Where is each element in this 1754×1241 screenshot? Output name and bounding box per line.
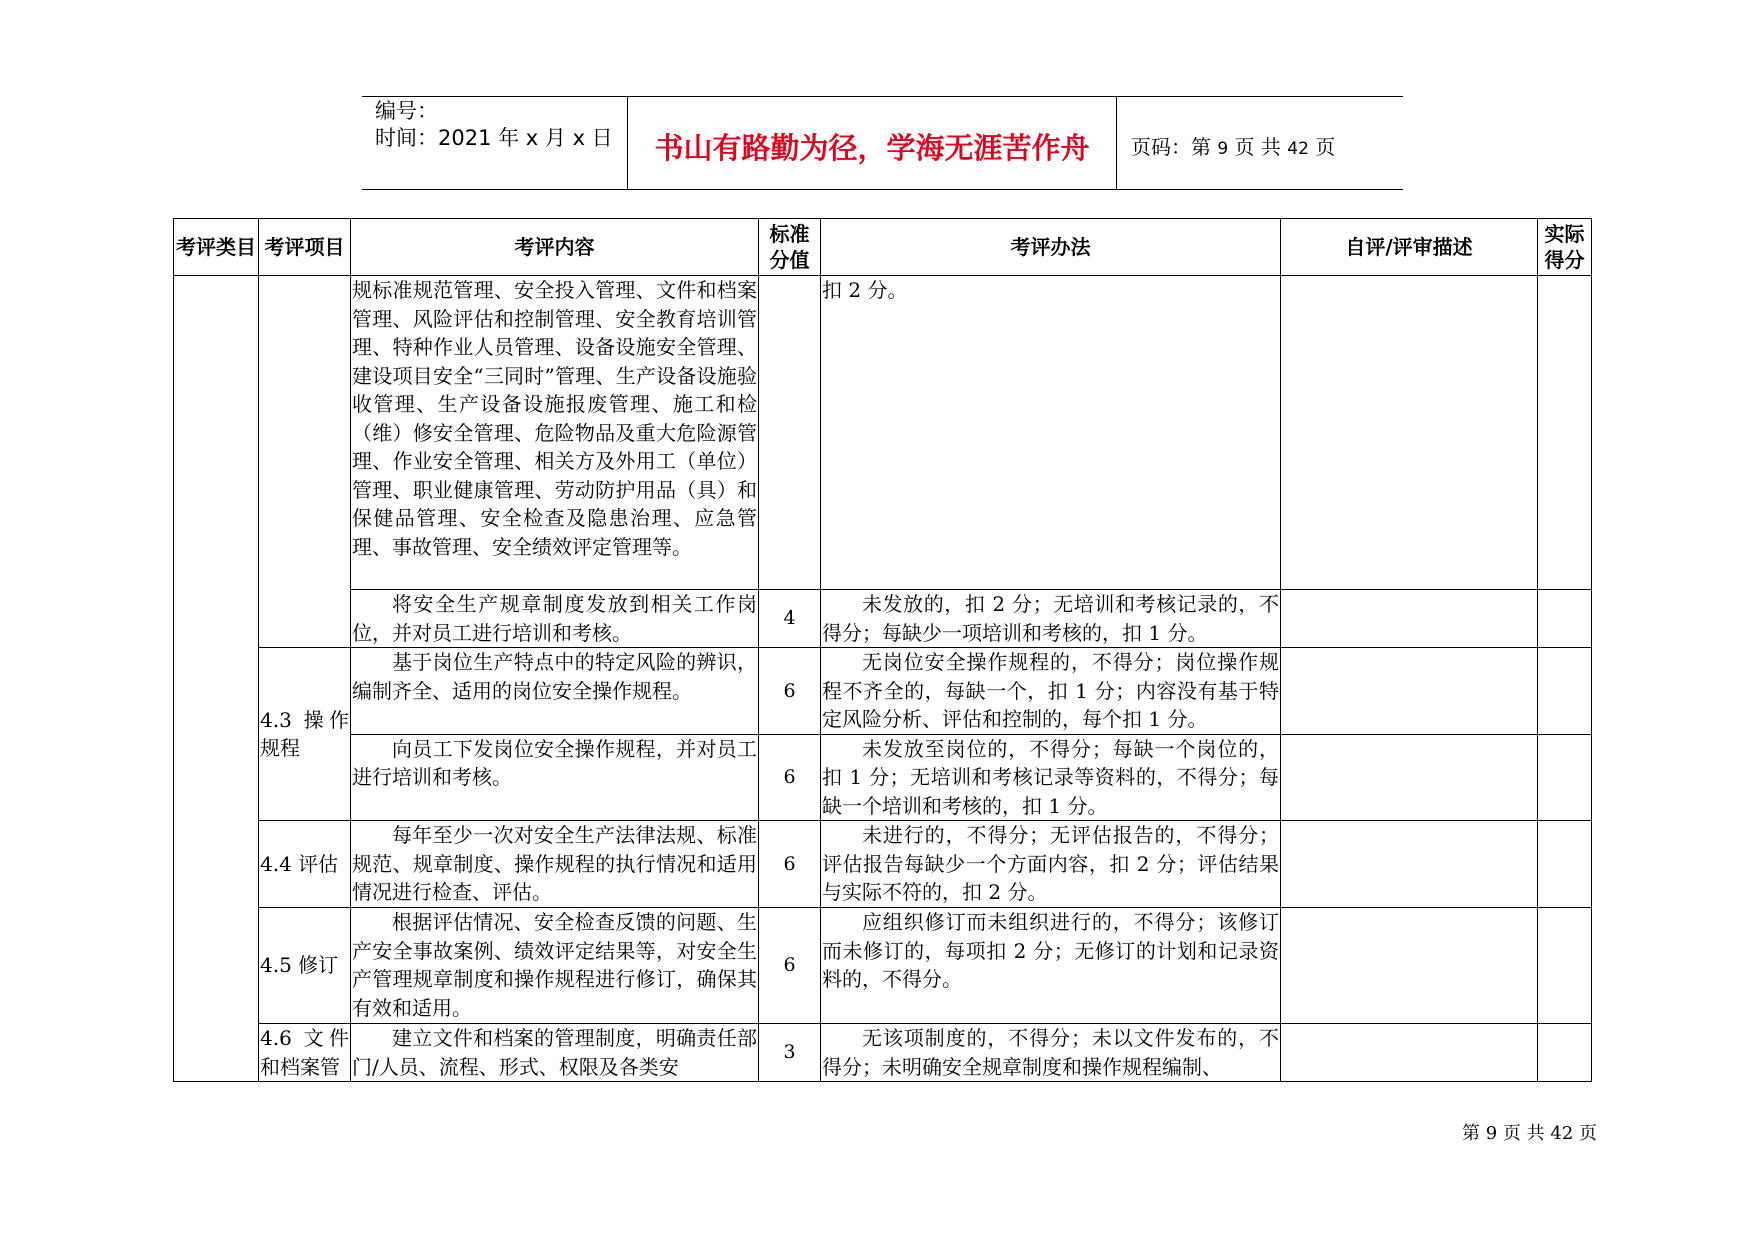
item-cell: 4.5 修订 xyxy=(259,908,351,1024)
header-page-suffix: 页 xyxy=(1315,135,1336,159)
content-cell: 向员工下发岗位安全操作规程，并对员工进行培训和考核。 xyxy=(351,734,759,821)
score-cell: 6 xyxy=(759,821,821,908)
review-cell[interactable] xyxy=(1281,590,1538,648)
header-method: 考评办法 xyxy=(821,219,1281,276)
table-row xyxy=(174,648,1592,735)
header-actual: 实际得分 xyxy=(1538,219,1592,276)
actual-score-cell[interactable] xyxy=(1538,734,1592,821)
actual-score-cell[interactable] xyxy=(1538,821,1592,908)
table-row xyxy=(174,908,1592,1024)
content-cell: 规标准规范管理、安全投入管理、文件和档案管理、风险评估和控制管理、安全教育培训管理、特种作业人员管理、设备设施安全管理、建设项目安全“三同时”管理、生产设备设施验收管理、生产设备设施报废管理、施工和检（维）修安全管理、危险物品及重大危险源管理、作业安全管理、相关方及外用工（单位）管理、职业健康管理、劳动防护用品（具）和保健品管理、安全检查及隐患治理、应急管理、事故管理、安全绩效评定管理等。 xyxy=(351,276,759,590)
table-row xyxy=(174,1024,1592,1082)
table-row xyxy=(174,821,1592,908)
content-cell: 将安全生产规章制度发放到相关工作岗位，并对员工进行培训和考核。 xyxy=(351,590,759,648)
header-score: 标准分值 xyxy=(759,219,821,276)
score-cell: 6 xyxy=(759,648,821,735)
score-cell: 3 xyxy=(759,1024,821,1082)
item-cell: 4.4 评估 xyxy=(259,821,351,908)
page-footer xyxy=(1462,1119,1597,1145)
header-top-rule xyxy=(362,96,1403,97)
method-cell: 扣 2 分。 xyxy=(821,276,1281,590)
actual-score-cell[interactable] xyxy=(1538,1024,1592,1082)
header-page-info xyxy=(1131,131,1335,160)
content-cell: 根据评估情况、安全检查反馈的问题、生产安全事故案例、绩效评定结果等，对安全生产管理规章制度和操作规程进行修订，确保其有效和适用。 xyxy=(351,908,759,1024)
review-cell[interactable] xyxy=(1281,1024,1538,1082)
header-page-mid: 页 共 xyxy=(1234,135,1281,159)
header-review: 自评/评审描述 xyxy=(1281,219,1538,276)
actual-score-cell[interactable] xyxy=(1538,276,1592,590)
review-cell[interactable] xyxy=(1281,908,1538,1024)
content-cell: 每年至少一次对安全生产法律法规、标准规范、规章制度、操作规程的执行情况和适用情况进行检查、评估。 xyxy=(351,821,759,908)
document-time-label: 时间：2021 年 x 月 x 日 xyxy=(375,126,613,150)
header-divider-right xyxy=(1116,96,1117,190)
table-row xyxy=(174,590,1592,648)
footer-mid: 页 共 xyxy=(1502,1123,1545,1144)
review-cell[interactable] xyxy=(1281,821,1538,908)
header-page-total: 42 xyxy=(1287,139,1309,159)
review-cell[interactable] xyxy=(1281,276,1538,590)
content-cell: 建立文件和档案的管理制度，明确责任部门/人员、流程、形式、权限及各类安 xyxy=(351,1024,759,1082)
method-cell: 无该项制度的，不得分；未以文件发布的，不得分；未明确安全规章制度和操作规程编制、 xyxy=(821,1024,1281,1082)
footer-page-current: 9 xyxy=(1485,1123,1498,1144)
header-category: 考评类目 xyxy=(174,219,259,276)
header-item: 考评项目 xyxy=(259,219,351,276)
assessment-table xyxy=(173,218,1592,1082)
header-bottom-rule xyxy=(362,189,1403,190)
header-page-prefix: 页码：第 xyxy=(1131,135,1211,159)
score-cell: 4 xyxy=(759,590,821,648)
method-cell: 未发放至岗位的，不得分；每缺一个岗位的，扣 1 分；无培训和考核记录等资料的，不得分；每缺一个培训和考核的，扣 1 分。 xyxy=(821,734,1281,821)
table-row xyxy=(174,734,1592,821)
table-row xyxy=(174,276,1592,590)
method-cell: 未发放的，扣 2 分；无培训和考核记录的，不得分；每缺少一项培训和考核的，扣 1 分。 xyxy=(821,590,1281,648)
category-cell xyxy=(174,276,259,1082)
document-code-label: 编号： xyxy=(375,99,438,123)
actual-score-cell[interactable] xyxy=(1538,590,1592,648)
content-cell: 基于岗位生产特点中的特定风险的辨识，编制齐全、适用的岗位安全操作规程。 xyxy=(351,648,759,735)
actual-score-cell[interactable] xyxy=(1538,908,1592,1024)
actual-score-cell[interactable] xyxy=(1538,648,1592,735)
header-content: 考评内容 xyxy=(351,219,759,276)
header-motto: 书山有路勤为径，学海无涯苦作舟 xyxy=(654,131,1090,165)
score-cell xyxy=(759,276,821,590)
footer-prefix: 第 xyxy=(1462,1123,1480,1144)
review-cell[interactable] xyxy=(1281,734,1538,821)
item-cell xyxy=(259,276,351,648)
table-header-row xyxy=(174,219,1592,276)
review-cell[interactable] xyxy=(1281,648,1538,735)
score-cell: 6 xyxy=(759,908,821,1024)
score-cell: 6 xyxy=(759,734,821,821)
header-meta xyxy=(375,98,613,152)
method-cell: 未进行的，不得分；无评估报告的，不得分；评估报告每缺少一个方面内容，扣 2 分；评估结果与实际不符的，扣 2 分。 xyxy=(821,821,1281,908)
method-cell: 应组织修订而未组织进行的，不得分；该修订而未修订的，每项扣 2 分；无修订的计划和记录资料的，不得分。 xyxy=(821,908,1281,1024)
footer-suffix: 页 xyxy=(1579,1123,1598,1144)
header-page-current: 9 xyxy=(1217,139,1229,159)
item-cell: 4.3 操作规程 xyxy=(259,648,351,821)
item-cell: 4.6 文件和档案管 xyxy=(259,1024,351,1082)
method-cell: 无岗位安全操作规程的，不得分；岗位操作规程不齐全的，每缺一个，扣 1 分；内容没有基于特定风险分析、评估和控制的，每个扣 1 分。 xyxy=(821,648,1281,735)
footer-page-total: 42 xyxy=(1550,1123,1574,1144)
